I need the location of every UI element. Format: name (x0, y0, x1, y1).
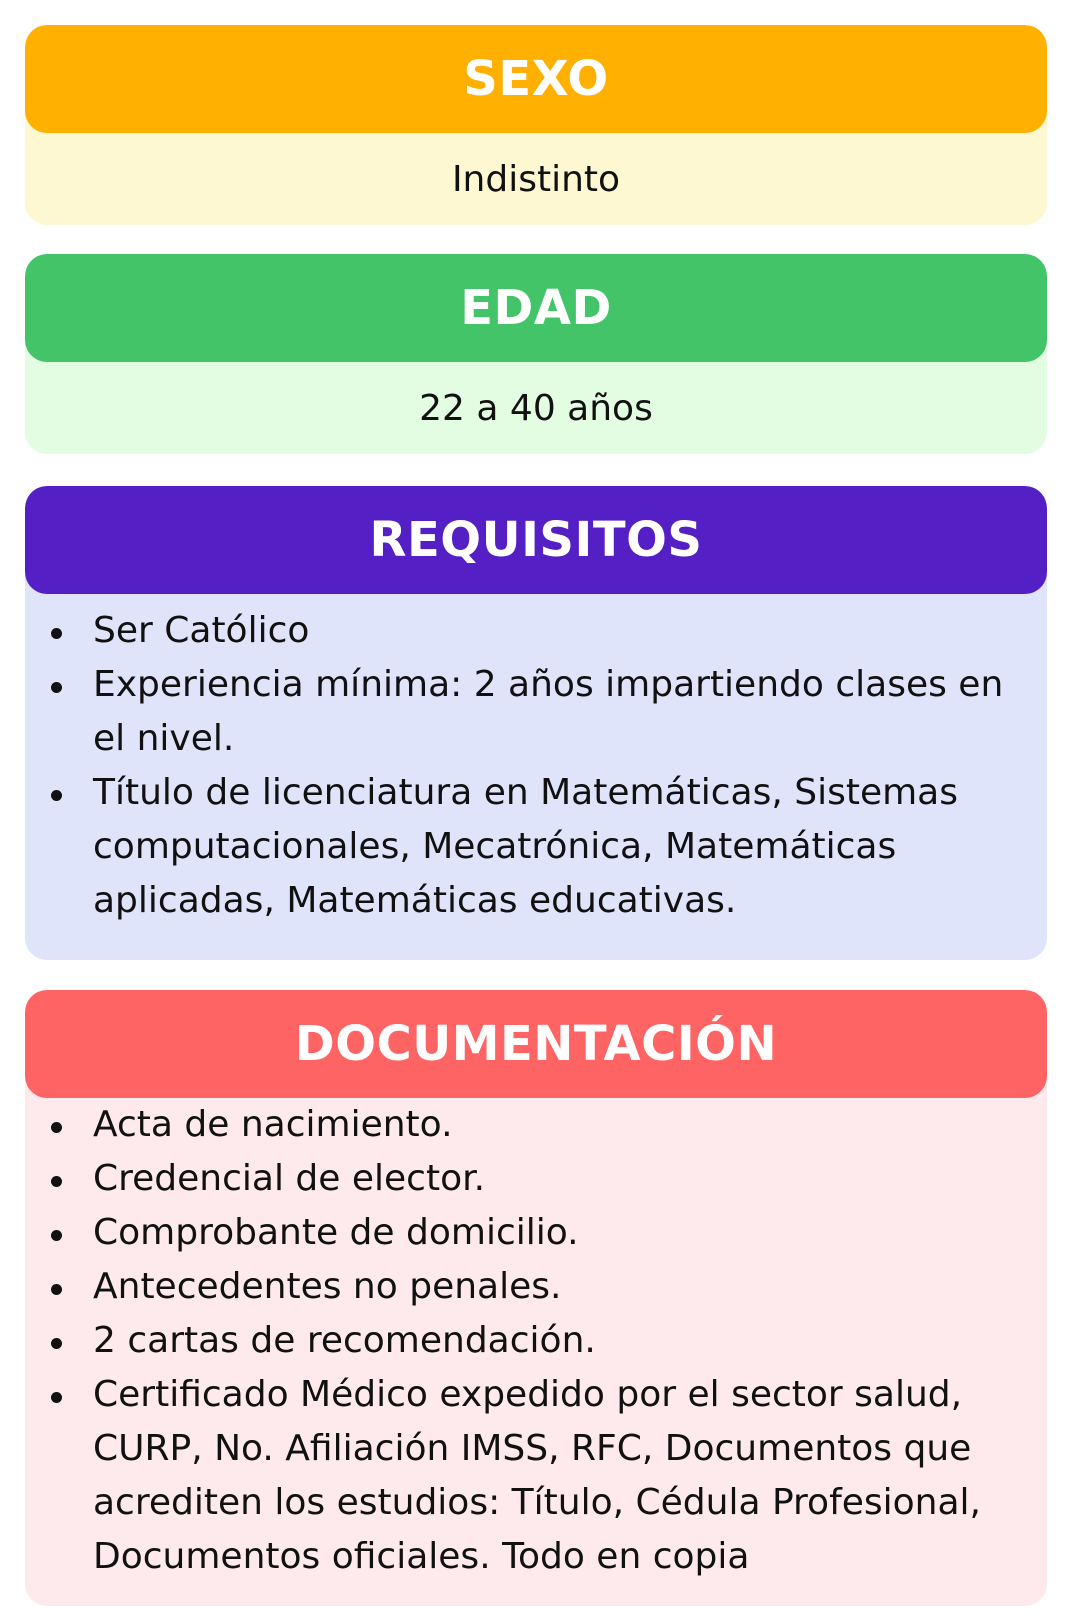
documentacion-card (25, 990, 1047, 1606)
list-item-text: Certificado Médico expedido por el sector salud, CURP, No. Afiliación IMSS, RFC, Documentos que acrediten los estudios: Título, Cédula Profesional, Documentos oficiales. Todo en copia (93, 1374, 981, 1577)
requisitos-title: REQUISITOS (369, 512, 703, 568)
edad-body (25, 362, 1047, 454)
list-item-text: 2 cartas de recomendación. (93, 1320, 596, 1361)
list-item-text: Antecedentes no penales. (93, 1266, 562, 1307)
sexo-body (25, 133, 1047, 225)
documentacion-title: DOCUMENTACIÓN (294, 1016, 778, 1072)
sexo-title: SEXO (463, 51, 609, 107)
list-item (25, 1206, 1047, 1260)
bullet-icon (51, 1176, 62, 1187)
sexo-card (25, 25, 1047, 225)
documentacion-header (25, 990, 1047, 1098)
requisitos-header (25, 486, 1047, 594)
requisitos-card (25, 486, 1047, 960)
bullet-icon (51, 1338, 62, 1349)
list-item-text: Experiencia mínima: 2 años impartiendo clases en el nivel. (93, 664, 1004, 759)
bullet-icon (51, 790, 62, 801)
list-item (25, 604, 1047, 658)
bullet-icon (51, 1230, 62, 1241)
list-item-text: Comprobante de domicilio. (93, 1212, 579, 1253)
requisitos-list (25, 594, 1047, 928)
bullet-icon (51, 1392, 62, 1403)
list-item (25, 1098, 1047, 1152)
list-item-text: Título de licenciatura en Matemáticas, Sistemas computacionales, Mecatrónica, Matemáticas aplicadas, Matemáticas educativas. (93, 772, 958, 921)
sexo-value: Indistinto (451, 158, 621, 200)
list-item (25, 1314, 1047, 1368)
list-item-text: Credencial de elector. (93, 1158, 486, 1199)
sexo-header (25, 25, 1047, 133)
list-item (25, 1368, 1047, 1584)
edad-header (25, 254, 1047, 362)
list-item-text: Acta de nacimiento. (93, 1104, 453, 1145)
list-item (25, 1260, 1047, 1314)
list-item (25, 658, 1047, 766)
list-item-text: Ser Católico (93, 610, 310, 651)
bullet-icon (51, 1284, 62, 1295)
documentacion-list (25, 1098, 1047, 1584)
bullet-icon (51, 1122, 62, 1133)
list-item (25, 766, 1047, 928)
edad-card (25, 254, 1047, 454)
edad-value: 22 a 40 años (419, 387, 653, 429)
edad-title: EDAD (460, 280, 612, 336)
list-item (25, 1152, 1047, 1206)
bullet-icon (51, 628, 62, 639)
bullet-icon (51, 682, 62, 693)
